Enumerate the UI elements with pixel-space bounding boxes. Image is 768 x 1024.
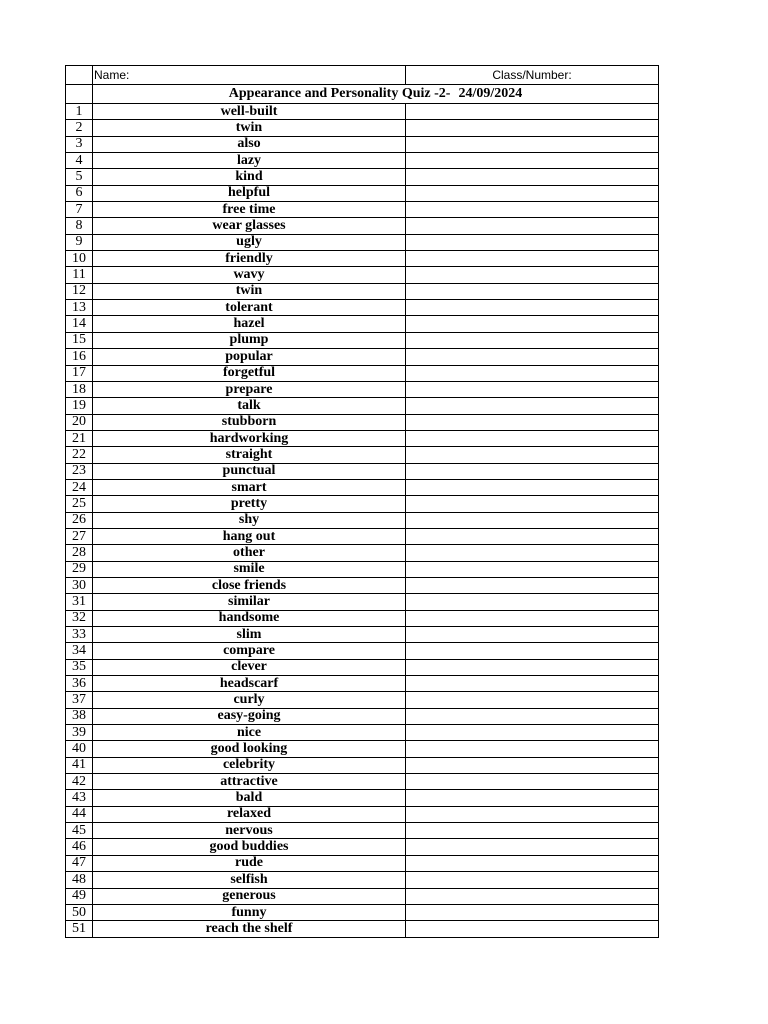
word-row bbox=[66, 610, 659, 626]
row-number: 39 bbox=[66, 725, 93, 741]
word-row bbox=[66, 839, 659, 855]
vocabulary-word: smile bbox=[93, 561, 406, 577]
corner-cell bbox=[66, 66, 93, 85]
row-number: 41 bbox=[66, 757, 93, 773]
vocabulary-word: attractive bbox=[93, 774, 406, 790]
vocabulary-word: other bbox=[93, 545, 406, 561]
answer-cell[interactable] bbox=[406, 659, 659, 675]
word-row bbox=[66, 921, 659, 937]
row-number: 44 bbox=[66, 806, 93, 822]
answer-cell[interactable] bbox=[406, 577, 659, 593]
title-row bbox=[66, 85, 659, 104]
row-number: 12 bbox=[66, 283, 93, 299]
vocabulary-word: friendly bbox=[93, 251, 406, 267]
word-row bbox=[66, 300, 659, 316]
vocabulary-word: lazy bbox=[93, 153, 406, 169]
answer-cell[interactable] bbox=[406, 528, 659, 544]
answer-cell[interactable] bbox=[406, 153, 659, 169]
answer-cell[interactable] bbox=[406, 349, 659, 365]
answer-cell[interactable] bbox=[406, 774, 659, 790]
answer-cell[interactable] bbox=[406, 332, 659, 348]
row-number: 22 bbox=[66, 447, 93, 463]
vocabulary-word: hardworking bbox=[93, 430, 406, 446]
answer-cell[interactable] bbox=[406, 708, 659, 724]
answer-cell[interactable] bbox=[406, 300, 659, 316]
row-number: 7 bbox=[66, 202, 93, 218]
answer-cell[interactable] bbox=[406, 610, 659, 626]
row-number: 31 bbox=[66, 594, 93, 610]
quiz-date: 24/09/2024 bbox=[458, 86, 523, 101]
vocabulary-word: helpful bbox=[93, 185, 406, 201]
word-row bbox=[66, 218, 659, 234]
vocabulary-word: good looking bbox=[93, 741, 406, 757]
row-number: 47 bbox=[66, 855, 93, 871]
word-row bbox=[66, 463, 659, 479]
row-number: 46 bbox=[66, 839, 93, 855]
vocabulary-word: close friends bbox=[93, 577, 406, 593]
vocabulary-word: relaxed bbox=[93, 806, 406, 822]
answer-cell[interactable] bbox=[406, 283, 659, 299]
answer-cell[interactable] bbox=[406, 921, 659, 937]
class-number-label: Class/Number: bbox=[406, 66, 659, 85]
word-row bbox=[66, 234, 659, 250]
row-number: 48 bbox=[66, 872, 93, 888]
vocabulary-word: similar bbox=[93, 594, 406, 610]
vocabulary-word: punctual bbox=[93, 463, 406, 479]
word-row bbox=[66, 267, 659, 283]
answer-cell[interactable] bbox=[406, 725, 659, 741]
answer-cell[interactable] bbox=[406, 855, 659, 871]
vocabulary-word: curly bbox=[93, 692, 406, 708]
vocabulary-word: ugly bbox=[93, 234, 406, 250]
row-number: 10 bbox=[66, 251, 93, 267]
row-number: 11 bbox=[66, 267, 93, 283]
word-row bbox=[66, 447, 659, 463]
answer-cell[interactable] bbox=[406, 104, 659, 120]
answer-cell[interactable] bbox=[406, 594, 659, 610]
answer-cell[interactable] bbox=[406, 741, 659, 757]
word-row bbox=[66, 332, 659, 348]
answer-cell[interactable] bbox=[406, 872, 659, 888]
answer-cell[interactable] bbox=[406, 316, 659, 332]
word-row bbox=[66, 104, 659, 120]
row-number: 20 bbox=[66, 414, 93, 430]
quiz-table-body bbox=[66, 66, 659, 938]
answer-cell[interactable] bbox=[406, 888, 659, 904]
row-number: 49 bbox=[66, 888, 93, 904]
row-number: 32 bbox=[66, 610, 93, 626]
row-number: 28 bbox=[66, 545, 93, 561]
row-number: 42 bbox=[66, 774, 93, 790]
vocabulary-word: straight bbox=[93, 447, 406, 463]
answer-cell[interactable] bbox=[406, 692, 659, 708]
word-row bbox=[66, 545, 659, 561]
answer-cell[interactable] bbox=[406, 676, 659, 692]
vocabulary-word: stubborn bbox=[93, 414, 406, 430]
row-number: 1 bbox=[66, 104, 93, 120]
word-row bbox=[66, 430, 659, 446]
word-row bbox=[66, 806, 659, 822]
answer-cell[interactable] bbox=[406, 414, 659, 430]
answer-cell[interactable] bbox=[406, 463, 659, 479]
answer-cell[interactable] bbox=[406, 757, 659, 773]
vocabulary-word: generous bbox=[93, 888, 406, 904]
vocabulary-word: talk bbox=[93, 398, 406, 414]
row-number: 43 bbox=[66, 790, 93, 806]
answer-cell[interactable] bbox=[406, 904, 659, 920]
vocabulary-word: funny bbox=[93, 904, 406, 920]
answer-cell[interactable] bbox=[406, 496, 659, 512]
word-row bbox=[66, 888, 659, 904]
answer-cell[interactable] bbox=[406, 839, 659, 855]
vocabulary-word: good buddies bbox=[93, 839, 406, 855]
answer-cell[interactable] bbox=[406, 627, 659, 643]
answer-cell[interactable] bbox=[406, 202, 659, 218]
answer-cell[interactable] bbox=[406, 447, 659, 463]
row-number: 3 bbox=[66, 136, 93, 152]
answer-cell[interactable] bbox=[406, 790, 659, 806]
answer-cell[interactable] bbox=[406, 398, 659, 414]
answer-cell[interactable] bbox=[406, 806, 659, 822]
vocabulary-word: tolerant bbox=[93, 300, 406, 316]
word-row bbox=[66, 185, 659, 201]
row-number: 15 bbox=[66, 332, 93, 348]
vocabulary-word: wavy bbox=[93, 267, 406, 283]
vocabulary-word: nice bbox=[93, 725, 406, 741]
vocabulary-word: compare bbox=[93, 643, 406, 659]
row-number: 24 bbox=[66, 479, 93, 495]
answer-cell[interactable] bbox=[406, 169, 659, 185]
word-row bbox=[66, 790, 659, 806]
answer-cell[interactable] bbox=[406, 823, 659, 839]
answer-cell[interactable] bbox=[406, 185, 659, 201]
vocabulary-word: prepare bbox=[93, 381, 406, 397]
vocabulary-word: reach the shelf bbox=[93, 921, 406, 937]
vocabulary-word: hang out bbox=[93, 528, 406, 544]
row-number: 38 bbox=[66, 708, 93, 724]
vocabulary-word: well-built bbox=[93, 104, 406, 120]
word-row bbox=[66, 659, 659, 675]
word-row bbox=[66, 136, 659, 152]
row-number: 4 bbox=[66, 153, 93, 169]
word-row bbox=[66, 414, 659, 430]
word-row bbox=[66, 365, 659, 381]
answer-cell[interactable] bbox=[406, 545, 659, 561]
row-number: 30 bbox=[66, 577, 93, 593]
vocabulary-word: twin bbox=[93, 283, 406, 299]
word-row bbox=[66, 512, 659, 528]
vocabulary-word: clever bbox=[93, 659, 406, 675]
row-number: 2 bbox=[66, 120, 93, 136]
word-row bbox=[66, 774, 659, 790]
vocabulary-word: easy-going bbox=[93, 708, 406, 724]
word-row bbox=[66, 153, 659, 169]
answer-cell[interactable] bbox=[406, 251, 659, 267]
word-row bbox=[66, 627, 659, 643]
answer-cell[interactable] bbox=[406, 267, 659, 283]
word-row bbox=[66, 316, 659, 332]
word-row bbox=[66, 381, 659, 397]
word-row bbox=[66, 708, 659, 724]
row-number: 5 bbox=[66, 169, 93, 185]
answer-cell[interactable] bbox=[406, 561, 659, 577]
word-row bbox=[66, 283, 659, 299]
answer-cell[interactable] bbox=[406, 120, 659, 136]
word-row bbox=[66, 757, 659, 773]
row-number: 37 bbox=[66, 692, 93, 708]
word-row bbox=[66, 561, 659, 577]
word-row bbox=[66, 479, 659, 495]
vocabulary-word: nervous bbox=[93, 823, 406, 839]
row-number: 17 bbox=[66, 365, 93, 381]
row-number: 13 bbox=[66, 300, 93, 316]
vocabulary-word: handsome bbox=[93, 610, 406, 626]
name-label: Name: bbox=[93, 66, 406, 85]
word-row bbox=[66, 577, 659, 593]
vocabulary-word: shy bbox=[93, 512, 406, 528]
word-row bbox=[66, 120, 659, 136]
word-row bbox=[66, 741, 659, 757]
row-number: 18 bbox=[66, 381, 93, 397]
word-row bbox=[66, 904, 659, 920]
quiz-sheet bbox=[65, 65, 659, 938]
answer-cell[interactable] bbox=[406, 512, 659, 528]
row-number: 29 bbox=[66, 561, 93, 577]
word-row bbox=[66, 202, 659, 218]
answer-cell[interactable] bbox=[406, 234, 659, 250]
vocabulary-word: forgetful bbox=[93, 365, 406, 381]
word-row bbox=[66, 349, 659, 365]
vocabulary-word: pretty bbox=[93, 496, 406, 512]
row-number: 26 bbox=[66, 512, 93, 528]
word-row bbox=[66, 725, 659, 741]
row-number: 25 bbox=[66, 496, 93, 512]
word-row bbox=[66, 823, 659, 839]
vocabulary-word: free time bbox=[93, 202, 406, 218]
word-row bbox=[66, 643, 659, 659]
row-number: 36 bbox=[66, 676, 93, 692]
vocabulary-word: wear glasses bbox=[93, 218, 406, 234]
row-number: 19 bbox=[66, 398, 93, 414]
row-number: 14 bbox=[66, 316, 93, 332]
vocabulary-word: selfish bbox=[93, 872, 406, 888]
answer-cell[interactable] bbox=[406, 430, 659, 446]
row-number: 35 bbox=[66, 659, 93, 675]
row-number: 9 bbox=[66, 234, 93, 250]
word-row bbox=[66, 496, 659, 512]
row-number: 21 bbox=[66, 430, 93, 446]
vocabulary-word: plump bbox=[93, 332, 406, 348]
header-row bbox=[66, 66, 659, 85]
row-number: 23 bbox=[66, 463, 93, 479]
quiz-title bbox=[93, 85, 659, 104]
row-number: 16 bbox=[66, 349, 93, 365]
quiz-title-text: Appearance and Personality Quiz -2- bbox=[228, 86, 451, 101]
word-row bbox=[66, 855, 659, 871]
answer-cell[interactable] bbox=[406, 218, 659, 234]
vocabulary-word: kind bbox=[93, 169, 406, 185]
vocabulary-word: twin bbox=[93, 120, 406, 136]
word-row bbox=[66, 594, 659, 610]
vocabulary-word: headscarf bbox=[93, 676, 406, 692]
word-row bbox=[66, 676, 659, 692]
answer-cell[interactable] bbox=[406, 479, 659, 495]
word-row bbox=[66, 251, 659, 267]
row-number: 27 bbox=[66, 528, 93, 544]
title-blank-cell bbox=[66, 85, 93, 104]
vocabulary-word: celebrity bbox=[93, 757, 406, 773]
word-row bbox=[66, 169, 659, 185]
vocabulary-word: also bbox=[93, 136, 406, 152]
row-number: 6 bbox=[66, 185, 93, 201]
row-number: 51 bbox=[66, 921, 93, 937]
vocabulary-word: smart bbox=[93, 479, 406, 495]
word-row bbox=[66, 872, 659, 888]
row-number: 40 bbox=[66, 741, 93, 757]
vocabulary-word: slim bbox=[93, 627, 406, 643]
answer-cell[interactable] bbox=[406, 136, 659, 152]
row-number: 45 bbox=[66, 823, 93, 839]
vocabulary-word: rude bbox=[93, 855, 406, 871]
answer-cell[interactable] bbox=[406, 365, 659, 381]
word-row bbox=[66, 692, 659, 708]
answer-cell[interactable] bbox=[406, 381, 659, 397]
word-row bbox=[66, 398, 659, 414]
row-number: 8 bbox=[66, 218, 93, 234]
row-number: 34 bbox=[66, 643, 93, 659]
word-row bbox=[66, 528, 659, 544]
vocabulary-word: hazel bbox=[93, 316, 406, 332]
row-number: 50 bbox=[66, 904, 93, 920]
row-number: 33 bbox=[66, 627, 93, 643]
vocabulary-word: popular bbox=[93, 349, 406, 365]
answer-cell[interactable] bbox=[406, 643, 659, 659]
vocabulary-word: bald bbox=[93, 790, 406, 806]
